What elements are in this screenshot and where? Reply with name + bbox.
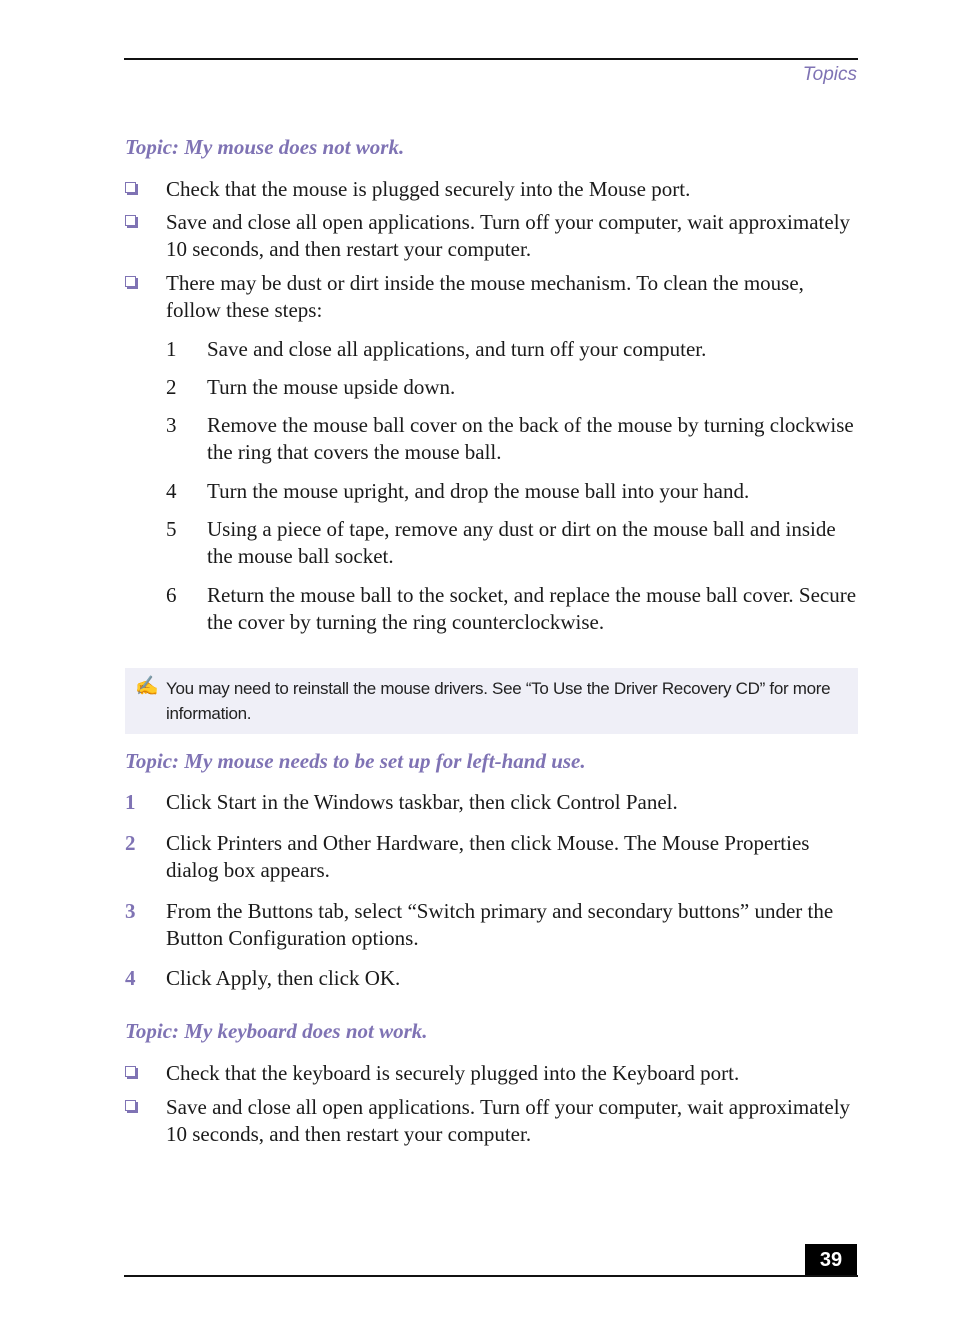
note-box [125, 668, 858, 734]
step-number: 5 [166, 517, 177, 541]
step-text: Click Start in the Windows taskbar, then click Control Panel. [166, 790, 678, 814]
topic-heading-mouse: Topic: My mouse does not work. [125, 135, 405, 159]
topic-heading-keyboard: Topic: My keyboard does not work. [125, 1019, 428, 1043]
checkbox-bullet-icon [125, 1100, 136, 1111]
checkbox-bullet-icon [125, 215, 136, 226]
step-number: 3 [166, 413, 177, 437]
step-text: Remove the mouse ball cover on the back of the mouse by turning clockwise the ring that covers the mouse ball. [207, 413, 854, 464]
step-text: From the Buttons tab, select “Switch primary and secondary buttons” under the Button Configuration options. [166, 899, 834, 950]
step-text: Turn the mouse upside down. [207, 375, 456, 399]
step-number: 2 [166, 375, 177, 399]
header-section-label: Topics [802, 64, 857, 85]
checkbox-bullet-icon [125, 1066, 136, 1077]
step-number: 3 [125, 899, 136, 923]
step-text: Return the mouse ball to the socket, and replace the mouse ball cover. Secure the cover by turning the ring counterclockwise. [207, 583, 857, 634]
step-text: Click Printers and Other Hardware, then click Mouse. The Mouse Properties dialog box appears. [166, 831, 810, 882]
step-number: 2 [125, 831, 136, 855]
step-number: 4 [166, 479, 177, 503]
step-number: 1 [125, 790, 136, 814]
step-number: 4 [125, 966, 136, 990]
step-text: Turn the mouse upright, and drop the mouse ball into your hand. [207, 479, 750, 503]
footer-rule [124, 1275, 858, 1277]
pencil-note-icon: ✍ [135, 676, 159, 697]
page-number: 39 [805, 1244, 857, 1276]
note-text: You may need to reinstall the mouse drivers. See “To Use the Driver Recovery CD” for more information. [166, 679, 831, 723]
topic-heading-left-hand: Topic: My mouse needs to be set up for left-hand use. [125, 749, 586, 773]
step-text: Click Apply, then click OK. [166, 966, 401, 990]
header-rule [124, 58, 858, 60]
checkbox-bullet-icon [125, 276, 136, 287]
step-text: Save and close all applications, and turn off your computer. [207, 337, 707, 361]
step-text: Using a piece of tape, remove any dust or dirt on the mouse ball and inside the mouse ball socket. [207, 517, 836, 568]
step-number: 1 [166, 337, 177, 361]
step-number: 6 [166, 583, 177, 607]
checkbox-bullet-icon [125, 182, 136, 193]
